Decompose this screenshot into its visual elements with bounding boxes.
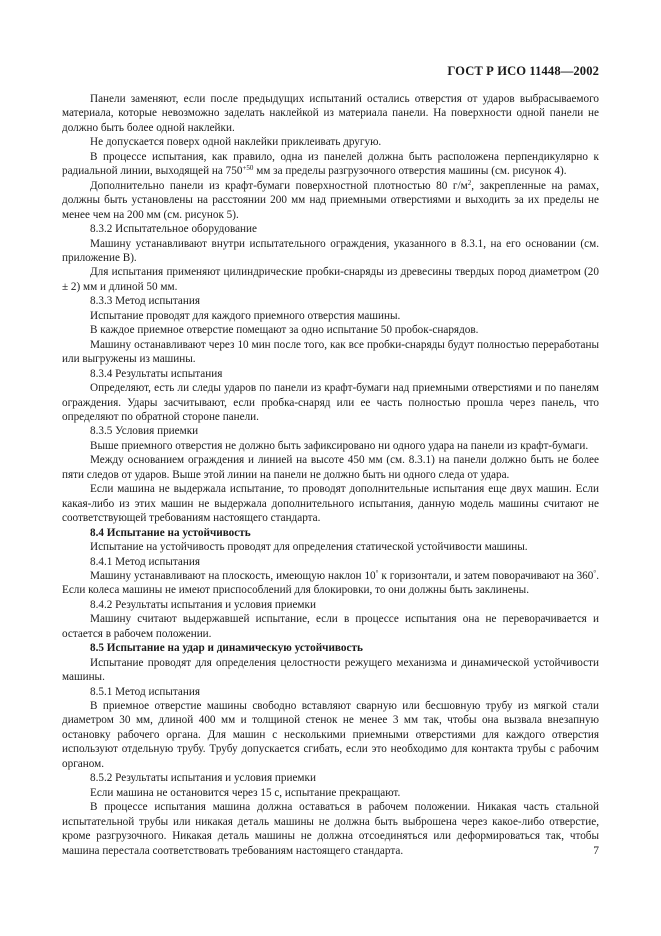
section-heading-8-5-1: 8.5.1 Метод испытания xyxy=(90,685,201,698)
section-heading-8-3-3: 8.3.3 Метод испытания xyxy=(90,295,201,308)
paragraph: В процессе испытания машина должна оставаться в рабочем положении. Никакая часть стальной испытательной трубы или никакая деталь машины не должна быть выброшена через какое-либо отверстие, кроме разгрузочного. Никакая деталь машины не должна отсоединяться или деформироваться так, чтобы машина перестала соответствовать требованиям настоящего стандарта. xyxy=(62,801,599,857)
paragraph: Машину считают выдержавшей испытание, если в процессе испытания она не переворачивается и остается в рабочем положении. xyxy=(62,613,599,640)
section-heading-8-3-5: 8.3.5 Условия приемки xyxy=(90,425,199,438)
superscript: ° xyxy=(593,568,597,577)
text-run: В процессе испытания, как правило, одна из панелей должна быть расположена перпендикулярно к радиальной линии, выходящей на 750 xyxy=(62,150,599,178)
section-heading-8-3-2: 8.3.2 Испытательное оборудование xyxy=(90,223,257,236)
paragraph: В каждое приемное отверстие помещают за одно испытание 50 пробок-снарядов. xyxy=(90,324,479,337)
paragraph: Панели заменяют, если после предыдущих испытаний остались отверстия от ударов выбрасываемого материала, которые невозможно заделать наклейкой из материала панели. На поверхности одной панели не должно быть более одной наклейки. xyxy=(62,93,599,134)
text-run: . Если колеса машины не имеют приспособлений для блокировки, то они должны быть заклинены. xyxy=(62,569,599,597)
page-number: 7 xyxy=(593,845,599,857)
text-run: к горизонтали, и затем поворачивают на 360 xyxy=(378,569,594,582)
paragraph xyxy=(62,150,599,179)
paragraph: Определяют, есть ли следы ударов по панели из крафт-бумаги над приемными отверстиями и по панелям ограждения. Удары засчитывают, если пробка-снаряд или ее часть полностью прошла через панель, что определяют по обратной стороне панели. xyxy=(62,382,599,423)
paragraph: В приемное отверстие машины свободно вставляют сварную или бесшовную трубу из мягкой стали диаметром 30 мм, длиной 400 мм и толщиной стенок не менее 3 мм так, чтобы она вызвала внезапную остановку рабочего органа. Для машин с несколькими приемными отверстиями для каждого отверстия используют отдельную трубу. Трубу допускается сгибать, если это необходимо для контакта трубы с рабочим органом. xyxy=(62,700,599,770)
paragraph: Машину останавливают через 10 мин после того, как все пробки-снаряды будут полностью переработаны или выгружены из машины. xyxy=(62,338,599,366)
superscript: +50 xyxy=(242,164,254,173)
section-heading-8-5: 8.5 Испытание на удар и динамическую устойчивость xyxy=(90,642,363,655)
paragraph: Испытание проводят для каждого приемного отверстия машины. xyxy=(90,309,401,322)
text-run: Машину устанавливают на плоскость, имеющую наклон 10 xyxy=(90,569,376,582)
page-body xyxy=(62,92,599,858)
paragraph xyxy=(62,179,599,222)
paragraph: Испытание на устойчивость проводят для определения статической устойчивости машины. xyxy=(90,541,528,554)
text-run: , закрепленные на рамах, должны быть установлены на расстоянии 200 мм над приемными отверстиями и выходить за их пределы не менее чем на 200 мм (см. рисунок 5). xyxy=(62,179,599,221)
section-heading-8-4: 8.4 Испытание на устойчивость xyxy=(90,526,251,539)
paragraph xyxy=(62,569,599,598)
paragraph: Если машина не выдержала испытание, то проводят дополнительные испытания еще двух машин. Если какая-либо из этих машин не выдержала дополнительного испытания, данную модель машины считают не соответствующей требованиям настоящего стандарта. xyxy=(62,483,599,525)
text-run: Дополнительно панели из крафт-бумаги поверхностной плотностью 80 г/м xyxy=(90,179,468,192)
section-heading-8-5-2: 8.5.2 Результаты испытания и условия приемки xyxy=(90,772,316,785)
paragraph: Если машина не остановится через 15 с, испытание прекращают. xyxy=(90,786,401,799)
superscript: ° xyxy=(375,568,379,577)
section-heading-8-4-1: 8.4.1 Метод испытания xyxy=(90,555,201,568)
paragraph: Между основанием ограждения и линией на высоте 450 мм (см. 8.3.1) на панели должно быть не более пяти следов от ударов. Выше этой линии на панели не должно быть ни одного следа от удара. xyxy=(62,454,599,481)
text-run: мм за пределы разгрузочного отверстия машины (см. рисунок 4). xyxy=(253,165,567,178)
paragraph: Испытание проводят для определения целостности режущего механизма и динамической устойчивости машины. xyxy=(62,656,599,684)
section-heading-8-3-4: 8.3.4 Результаты испытания xyxy=(90,367,223,380)
document-code-header: ГОСТ Р ИСО 11448—2002 xyxy=(447,64,599,78)
section-heading-8-4-2: 8.4.2 Результаты испытания и условия приемки xyxy=(90,598,316,611)
paragraph: Для испытания применяют цилиндрические пробки-снаряды из древесины твердых пород диаметром (20 ± 2) мм и длиной 50 мм. xyxy=(62,266,599,293)
paragraph: Выше приемного отверстия не должно быть зафиксировано ни одного удара на панели из крафт-бумаги. xyxy=(90,439,589,452)
superscript: 2 xyxy=(467,178,472,187)
paragraph: Машину устанавливают внутри испытательного ограждения, указанного в 8.3.1, на его основании (см. приложение В). xyxy=(62,237,599,264)
paragraph: Не допускается поверх одной наклейки приклеивать другую. xyxy=(90,136,382,149)
